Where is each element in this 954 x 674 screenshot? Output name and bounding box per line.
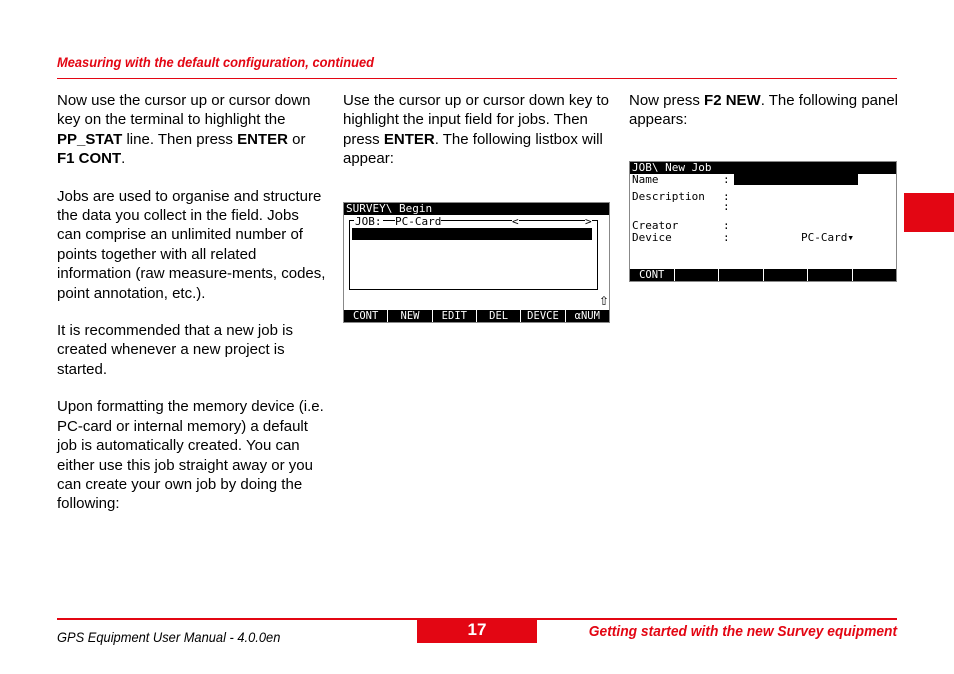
chapter-title: Getting started with the new Survey equipment <box>588 623 897 640</box>
text: . The following panel appears: <box>629 92 899 129</box>
section-header: Measuring with the default configuration, continued <box>57 54 374 70</box>
text: . The following listbox will appear: <box>343 130 603 168</box>
f6-alpha-num-button[interactable]: αNUM <box>574 310 600 322</box>
text: Now press <box>629 92 705 109</box>
function-key-bar <box>630 269 896 281</box>
key-enter: ENTER <box>237 130 288 148</box>
f3-key[interactable] <box>719 269 764 281</box>
screen-new-job <box>629 161 897 282</box>
screen-title: JOB\ New Job <box>630 162 896 174</box>
scroll-right-icon[interactable]: > <box>585 215 592 228</box>
paragraph-listbox <box>343 91 618 169</box>
name-label: Name <box>632 173 659 186</box>
creator-colon: : <box>723 219 730 232</box>
job-value[interactable]: PC-Card <box>395 215 442 228</box>
description-colon: : <box>723 190 730 203</box>
f3-edit-button[interactable]: EDIT <box>433 310 477 322</box>
description-colon-2: : <box>723 200 730 213</box>
device-colon: : <box>723 231 730 244</box>
description-label: Description <box>632 190 705 203</box>
manual-title: GPS Equipment User Manual - 4.0.0en <box>57 629 281 645</box>
key-f2-new: F2 NEW <box>704 92 761 109</box>
text: or <box>287 130 306 148</box>
f5-devce-button[interactable]: DEVCE <box>521 310 565 322</box>
column-left <box>57 91 327 532</box>
device-label: Device <box>632 231 672 244</box>
name-colon: : <box>723 173 730 186</box>
list-item-default[interactable] <box>352 228 592 264</box>
top-rule <box>57 78 897 79</box>
text: line. Then press <box>122 130 238 148</box>
paragraph-highlight-ppstat <box>57 91 327 169</box>
f1-cont-button[interactable]: CONT <box>630 269 675 281</box>
screen-survey-begin <box>343 202 610 323</box>
paragraph-default-job: Upon formatting the memory device (i.e. PC-card or internal memory) a default job is automatically created. You can either use this job straight away or you can create your own job by doing the following: <box>57 398 324 513</box>
page-number: 17 <box>417 619 537 643</box>
f6-key[interactable] <box>853 269 897 281</box>
f4-key[interactable] <box>764 269 809 281</box>
f2-key[interactable] <box>675 269 720 281</box>
device-select[interactable]: PC-Card▾ <box>801 231 854 244</box>
f1-cont-button[interactable]: CONT <box>344 310 388 322</box>
list-item-date: 17.04.00 <box>531 251 584 264</box>
paragraph-new-job <box>629 91 899 130</box>
key-ppstat: PP_STAT <box>57 130 123 148</box>
paragraph-recommend: It is recommended that a new job is created whenever a new project is started. <box>57 322 293 378</box>
column-right <box>629 91 899 148</box>
function-key-bar <box>344 310 609 322</box>
key-f1-cont: F1 CONT <box>57 150 122 168</box>
chapter-tab <box>904 193 954 232</box>
f5-key[interactable] <box>808 269 853 281</box>
text: Now use the cursor up or cursor down key on the terminal to highlight the <box>57 92 311 129</box>
text: . <box>121 150 126 168</box>
text: Use the cursor up or cursor down key to highlight the input field for jobs. Then press <box>343 92 609 148</box>
creator-label: Creator <box>632 219 679 232</box>
f4-del-button[interactable]: DEL <box>477 310 521 322</box>
key-enter: ENTER <box>383 130 435 148</box>
f2-new-button[interactable]: NEW <box>388 310 432 322</box>
column-middle <box>343 91 618 187</box>
name-input[interactable] <box>734 174 858 185</box>
scroll-left-icon[interactable]: < <box>512 215 519 228</box>
list-item-name: Default <box>354 239 401 252</box>
shift-icon: ⇧ <box>599 294 610 308</box>
paragraph-jobs: Jobs are used to organise and structure the data you collect in the field. Jobs can comprise an unlimited number of points together with all related information (raw measure-ments, codes, point annotation, etc.). <box>57 187 326 302</box>
screen-title: SURVEY\ Begin <box>344 203 609 215</box>
job-label: JOB: <box>355 215 382 228</box>
